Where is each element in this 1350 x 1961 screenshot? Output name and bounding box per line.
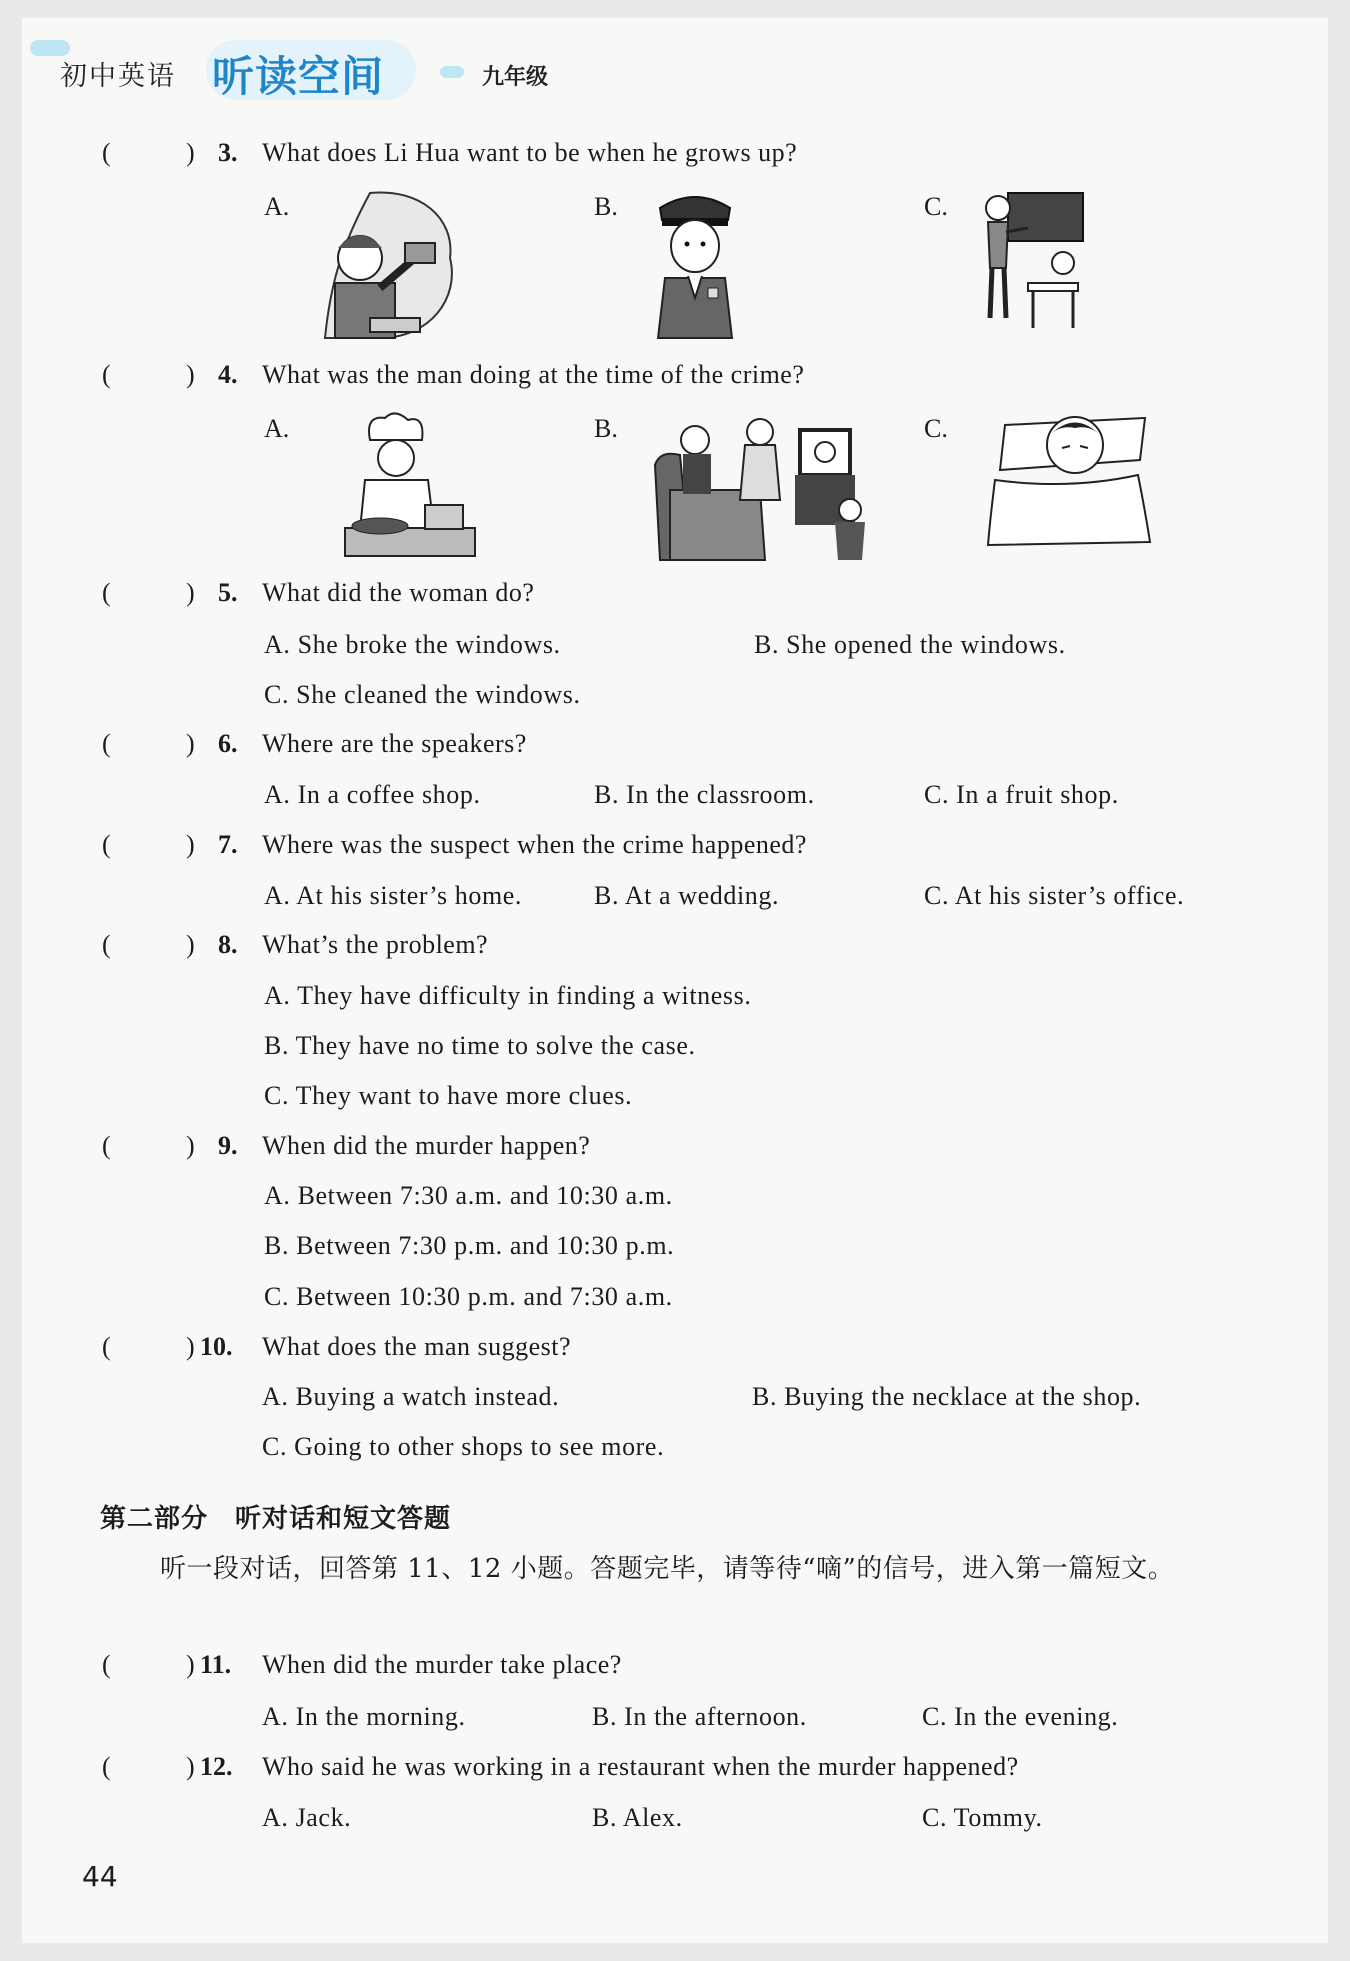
option-label-a: A. [264, 192, 290, 221]
dot-decoration-icon [440, 66, 464, 78]
question-text: What does Li Hua want to be when he grows up? [262, 138, 798, 167]
question-number: 9. [218, 1131, 238, 1160]
option-a[interactable]: A. In the morning. [262, 1702, 466, 1731]
question-text: Who said he was working in a restaurant when the murder happened? [262, 1752, 1019, 1781]
question-number: 7. [218, 830, 238, 859]
option-c[interactable]: C. At his sister’s office. [924, 881, 1185, 910]
question-text: Where are the speakers? [262, 729, 527, 758]
option-b[interactable]: B. She opened the windows. [754, 630, 1066, 659]
option-b[interactable]: B. In the classroom. [594, 780, 815, 809]
option-label-b: B. [594, 414, 618, 443]
option-c[interactable]: C. In the evening. [922, 1702, 1119, 1731]
option-c[interactable]: C. Between 10:30 p.m. and 7:30 a.m. [264, 1282, 673, 1311]
teacher-student-icon [978, 188, 1088, 338]
option-b[interactable]: B. Alex. [592, 1803, 683, 1832]
option-b[interactable]: B. They have no time to solve the case. [264, 1031, 696, 1060]
answer-paren-open[interactable]: ( [102, 930, 111, 959]
question-text: When did the murder happen? [262, 1131, 591, 1160]
option-a[interactable]: A. They have difficulty in finding a witness. [264, 981, 752, 1010]
logo-text: 听读空间 [212, 52, 385, 101]
answer-paren-close[interactable]: ) [186, 1131, 195, 1160]
section-instruction: 听一段对话，回答第 11、12 小题。答题完毕，请等待“嘀”的信号，进入第一篇短文。 [160, 1554, 1175, 1584]
option-b[interactable]: B. Buying the necklace at the shop. [752, 1382, 1142, 1411]
answer-paren-close[interactable]: ) [186, 930, 195, 959]
option-a[interactable]: A. At his sister’s home. [264, 881, 523, 910]
answer-paren-open[interactable]: ( [102, 729, 111, 758]
option-c[interactable]: C. Tommy. [922, 1803, 1043, 1832]
answer-paren-close[interactable]: ) [186, 138, 195, 167]
answer-paren-close[interactable]: ) [186, 1650, 195, 1679]
answer-paren-close[interactable]: ) [186, 1752, 195, 1781]
chef-cooking-icon [330, 410, 490, 565]
option-a[interactable]: A. Between 7:30 a.m. and 10:30 a.m. [264, 1181, 673, 1210]
question-text: When did the murder take place? [262, 1650, 622, 1679]
worker-cleaning-icon [320, 188, 460, 343]
option-b[interactable]: B. At a wedding. [594, 881, 780, 910]
answer-paren-open[interactable]: ( [102, 1752, 111, 1781]
question-number: 11. [200, 1650, 232, 1679]
answer-paren-open[interactable]: ( [102, 830, 111, 859]
option-a[interactable]: A. Buying a watch instead. [262, 1382, 560, 1411]
grade-label: 九年级 [482, 65, 549, 90]
boy-sleeping-icon [980, 410, 1165, 560]
answer-paren-open[interactable]: ( [102, 1650, 111, 1679]
question-number: 8. [218, 930, 238, 959]
option-a[interactable]: A. Jack. [262, 1803, 352, 1832]
question-number: 6. [218, 729, 238, 758]
question-text: What does the man suggest? [262, 1332, 572, 1361]
question-number: 10. [200, 1332, 233, 1361]
answer-paren-open[interactable]: ( [102, 1332, 111, 1361]
police-officer-icon [650, 188, 740, 343]
answer-paren-close[interactable]: ) [186, 729, 195, 758]
answer-paren-close[interactable]: ) [186, 360, 195, 389]
answer-paren-close[interactable]: ) [186, 1332, 195, 1361]
answer-paren-close[interactable]: ) [186, 830, 195, 859]
section-title: 第二部分 听对话和短文答题 [100, 1504, 452, 1534]
answer-paren-open[interactable]: ( [102, 360, 111, 389]
option-a[interactable]: A. In a coffee shop. [264, 780, 481, 809]
option-label-c: C. [924, 414, 948, 443]
series-title: 初中英语 [60, 61, 176, 92]
option-label-c: C. [924, 192, 948, 221]
option-label-a: A. [264, 414, 290, 443]
option-b[interactable]: B. In the afternoon. [592, 1702, 807, 1731]
question-number: 12. [200, 1752, 233, 1781]
question-text: What did the woman do? [262, 578, 535, 607]
question-number: 3. [218, 138, 238, 167]
answer-paren-open[interactable]: ( [102, 138, 111, 167]
question-number: 5. [218, 578, 238, 607]
option-b[interactable]: B. Between 7:30 p.m. and 10:30 p.m. [264, 1231, 675, 1260]
answer-paren-close[interactable]: ) [186, 578, 195, 607]
family-watching-tv-icon [650, 410, 880, 565]
page-number: 44 [82, 1860, 118, 1893]
option-label-b: B. [594, 192, 618, 221]
question-text: Where was the suspect when the crime happened? [262, 830, 807, 859]
option-c[interactable]: C. Going to other shops to see more. [262, 1432, 665, 1461]
option-c[interactable]: C. She cleaned the windows. [264, 680, 581, 709]
question-number: 4. [218, 360, 238, 389]
question-text: What’s the problem? [262, 930, 489, 959]
option-c[interactable]: C. In a fruit shop. [924, 780, 1119, 809]
option-c[interactable]: C. They want to have more clues. [264, 1081, 633, 1110]
question-text: What was the man doing at the time of the crime? [262, 360, 805, 389]
answer-paren-open[interactable]: ( [102, 578, 111, 607]
option-a[interactable]: A. She broke the windows. [264, 630, 561, 659]
answer-paren-open[interactable]: ( [102, 1131, 111, 1160]
